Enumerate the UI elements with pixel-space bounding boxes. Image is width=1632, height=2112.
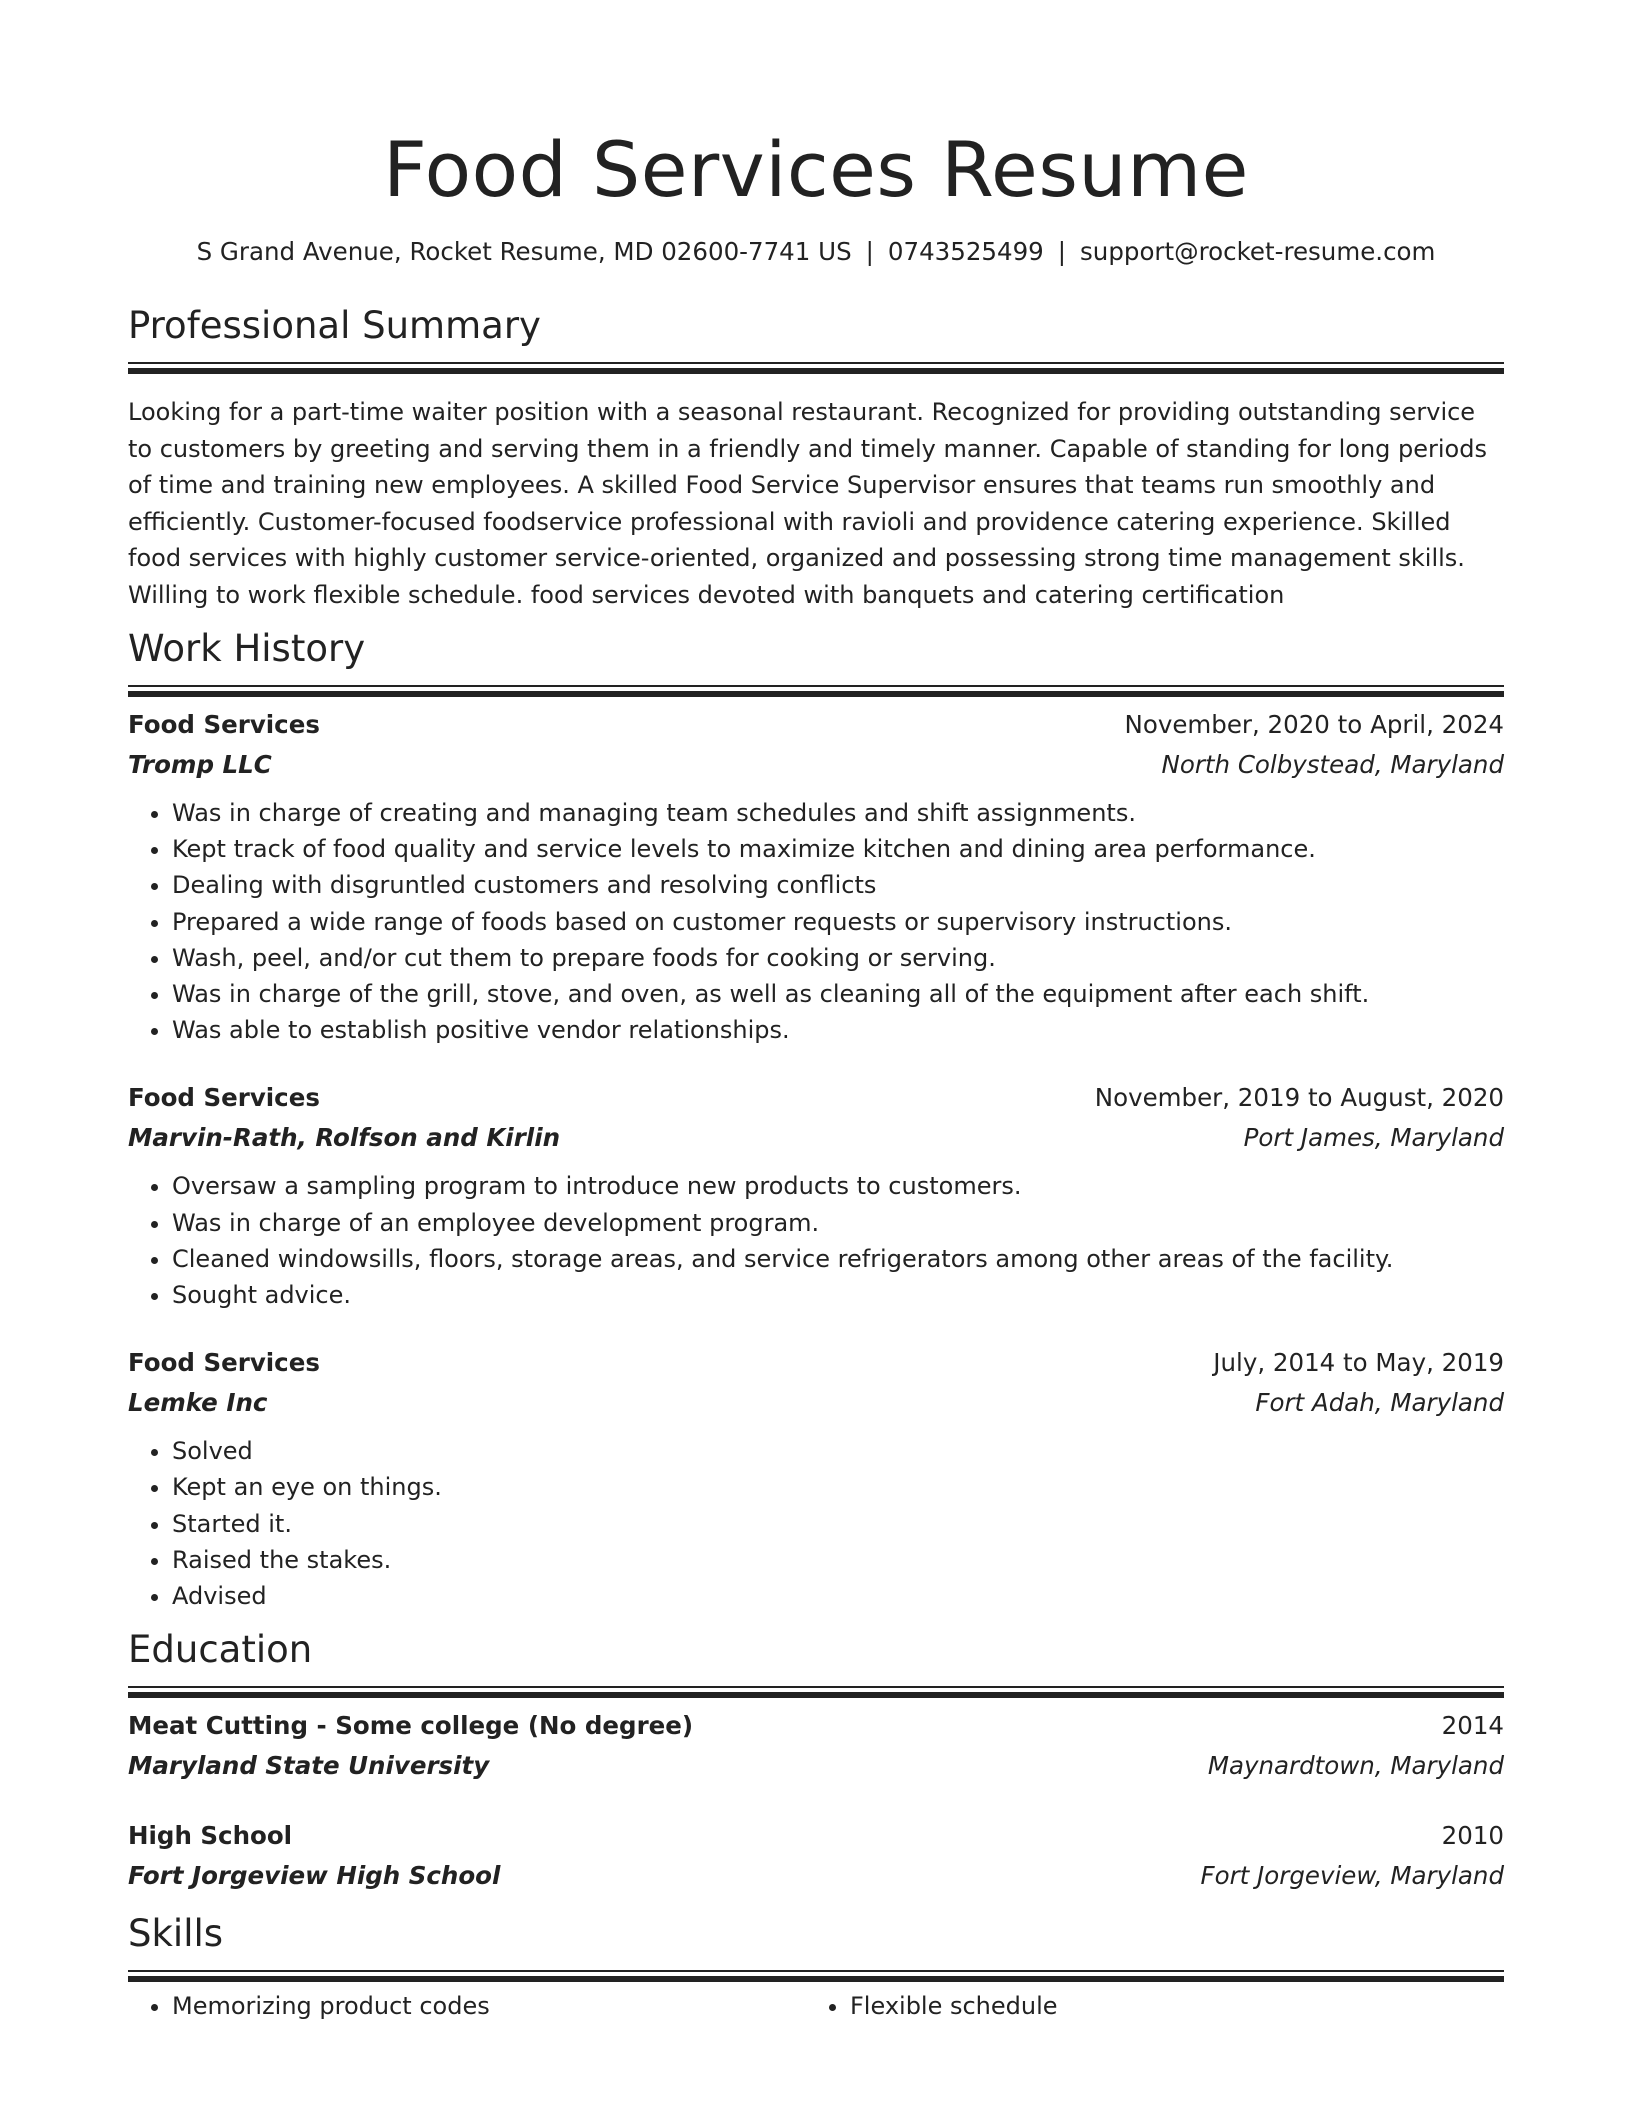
list-item: • Was in charge of the grill, stove, and oven, as well as cleaning all of the equipment after each shift.	[172, 976, 1504, 1012]
list-item: • Dealing with disgruntled customers and resolving conflicts	[172, 867, 1504, 903]
duty-list	[128, 1168, 1504, 1313]
company-name: Marvin-Rath, Rolfson and Kirlin	[128, 1123, 561, 1153]
list-item: • Started it.	[172, 1506, 1504, 1542]
list-item: • Wash, peel, and/or cut them to prepare foods for cooking or serving.	[172, 940, 1504, 976]
list-item: • Kept an eye on things.	[172, 1469, 1504, 1505]
section-title-education: Education	[128, 1628, 313, 1672]
section-title-skills: Skills	[128, 1912, 224, 1956]
education-entry	[128, 1706, 1504, 1786]
contact-line	[128, 236, 1504, 268]
list-item: • Oversaw a sampling program to introduce new products to customers.	[172, 1168, 1504, 1204]
skill-item: • Memorizing product codes	[172, 1988, 806, 2024]
school-location: Fort Jorgeview, Maryland	[1200, 1861, 1504, 1891]
section-divider	[128, 362, 1504, 368]
skills-column-right	[806, 1988, 1484, 2024]
section-title-summary: Professional Summary	[128, 304, 541, 347]
section-divider	[128, 1970, 1504, 1976]
job-dates: November, 2019 to August, 2020	[1094, 1083, 1504, 1113]
job-entry	[128, 1078, 1504, 1313]
skills-section	[128, 1910, 1504, 2024]
degree: High School	[128, 1821, 293, 1851]
list-item: • Raised the stakes.	[172, 1542, 1504, 1578]
separator: |	[1057, 237, 1067, 266]
email: support@rocket-resume.com	[1080, 237, 1436, 266]
list-item: • Solved	[172, 1433, 1504, 1469]
list-item: • Sought advice.	[172, 1277, 1504, 1313]
job-dates: November, 2020 to April, 2024	[1124, 710, 1504, 739]
duty-list	[128, 1433, 1504, 1614]
separator: |	[865, 237, 874, 266]
list-item: • Advised	[172, 1578, 1504, 1614]
skills-grid	[128, 1988, 1504, 2024]
summary-section	[128, 302, 1504, 613]
job-title: Food Services	[128, 1348, 320, 1378]
education-section	[128, 1626, 1504, 1896]
list-item: • Was in charge of creating and managing team schedules and shift assignments.	[172, 795, 1504, 831]
skills-column-left	[128, 1988, 806, 2024]
list-item: • Was in charge of an employee development program.	[172, 1205, 1504, 1241]
job-dates: July, 2014 to May, 2019	[1213, 1348, 1504, 1378]
job-title: Food Services	[128, 710, 320, 739]
school-location: Maynardtown, Maryland	[1207, 1751, 1504, 1781]
section-title-work-history: Work History	[128, 627, 366, 670]
job-title: Food Services	[128, 1083, 320, 1113]
job-location: North Colbystead, Maryland	[1161, 750, 1504, 779]
work-history-section	[128, 625, 1504, 1614]
duty-list	[128, 795, 1504, 1048]
section-divider	[128, 1686, 1504, 1692]
graduation-year: 2014	[1441, 1711, 1504, 1741]
skill-item: • Flexible schedule	[850, 1988, 1484, 2024]
graduation-year: 2010	[1441, 1821, 1504, 1851]
degree: Meat Cutting - Some college (No degree)	[128, 1711, 694, 1741]
resume-title: Food Services Resume	[383, 125, 1249, 214]
section-divider	[128, 685, 1504, 691]
school-name: Maryland State University	[128, 1751, 490, 1781]
company-name: Tromp LLC	[128, 750, 272, 779]
job-location: Fort Adah, Maryland	[1255, 1388, 1504, 1418]
phone: 0743525499	[887, 237, 1044, 266]
list-item: • Prepared a wide range of foods based on customer requests or supervisory instructions.	[172, 904, 1504, 940]
school-name: Fort Jorgeview High School	[128, 1861, 501, 1891]
job-entry	[128, 705, 1504, 1048]
list-item: • Kept track of food quality and service levels to maximize kitchen and dining area performance.	[172, 831, 1504, 867]
list-item: • Was able to establish positive vendor relationships.	[172, 1012, 1504, 1048]
job-entry	[128, 1343, 1504, 1614]
resume-page	[128, 0, 1504, 2024]
summary-text: Looking for a part-time waiter position with a seasonal restaurant. Recognized for providing outstanding service to customers by greeting and serving them in a friendly and timely manner. Capable of standing for long periods of time and training new employees. A skilled Food Service Supervisor ensures that teams run smoothly and efficiently. Customer-focused foodservice professional with ravioli and providence catering experience. Skilled food services with highly customer service-oriented, organized and possessing strong time management skills. Willing to work flexible schedule. food services devoted with banquets and catering certification	[128, 398, 1487, 609]
address: S Grand Avenue, Rocket Resume, MD 02600-7741 US	[196, 237, 852, 266]
list-item: • Cleaned windowsills, floors, storage areas, and service refrigerators among other areas of the facility.	[172, 1241, 1504, 1277]
company-name: Lemke Inc	[128, 1388, 268, 1418]
job-location: Port James, Maryland	[1243, 1123, 1504, 1153]
education-entry	[128, 1816, 1504, 1896]
